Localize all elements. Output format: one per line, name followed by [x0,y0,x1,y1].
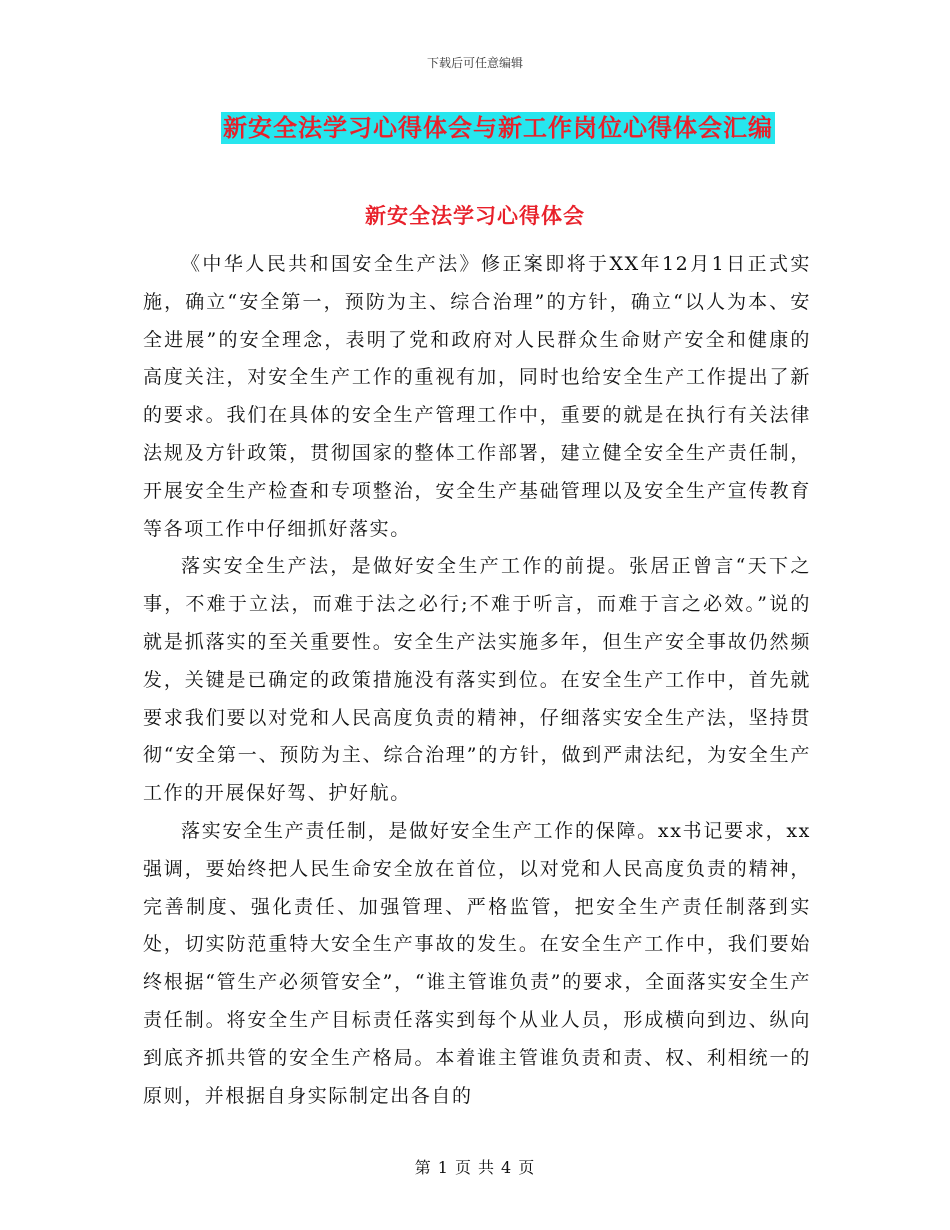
document-main-title: 新安全法学习心得体会与新工作岗位心得体会汇编 [223,113,773,142]
page-footer [0,1155,950,1178]
paragraph-3: 落实安全生产责任制，是做好安全生产工作的保障。xx书记要求，xx强调，要始终把人民生命安全放在首位，以对党和人民高度负责的精神，完善制度、强化责任、加强管理、严格监管，把安全生产责任制落到实处，切实防范重特大安全生产事故的发生。在安全生产工作中，我们要始终根据“管生产必须管安全”，“谁主管谁负责”的要求，全面落实安全生产责任制。将安全生产目标责任落实到每个从业人员，形成横向到边、纵向到底齐抓共管的安全生产格局。本着谁主管谁负责和责、权、利相统一的原则，并根据自身实际制定出各自的 [143,819,811,1107]
main-title-container [0,112,950,144]
page-header-note: 下载后可任意编辑 [426,56,523,70]
footer-page-total: 4 [501,1158,513,1177]
paragraph-2: 落实安全生产法，是做好安全生产工作的前提。张居正曾言“天下之事，不难于立法，而难于法之必行;不难于听言，而难于言之必效。”说的就是抓落实的至关重要性。安全生产法实施多年，但生产安全事故仍然频发，关键是已确定的政策措施没有落实到位。在安全生产工作中，首先就要求我们要以对党和人民高度负责的精神，仔细落实安全生产法，坚持贯彻“安全第一、预防为主、综合治理”的方针，做到严肃法纪，为安全生产工作的开展保好驾、护好航。 [143,555,811,805]
section-title: 新安全法学习心得体会 [365,203,585,228]
footer-label-page: 第 [414,1158,432,1177]
footer-label-pages: 页 [518,1158,536,1177]
paragraph-1: 《中华人民共和国安全生产法》修正案即将于XX年12月1日正式实施，确立“安全第一，预防为主、综合治理”的方针，确立“以人为本、安全进展”的安全理念，表明了党和政府对人民群众生命财产安全和健康的高度关注，对安全生产工作的重视有加，同时也给安全生产工作提出了新的要求。我们在具体的安全生产管理工作中，重要的就是在执行有关法律法规及方针政策，贯彻国家的整体工作部署，建立健全安全生产责任制，开展安全生产检查和专项整治，安全生产基础管理以及安全生产宣传教育等各项工作中仔细抓好落实。 [143,253,811,540]
footer-page-current: 1 [437,1158,449,1177]
footer-label-of: 页 共 [454,1158,496,1177]
document-body [143,246,811,1115]
